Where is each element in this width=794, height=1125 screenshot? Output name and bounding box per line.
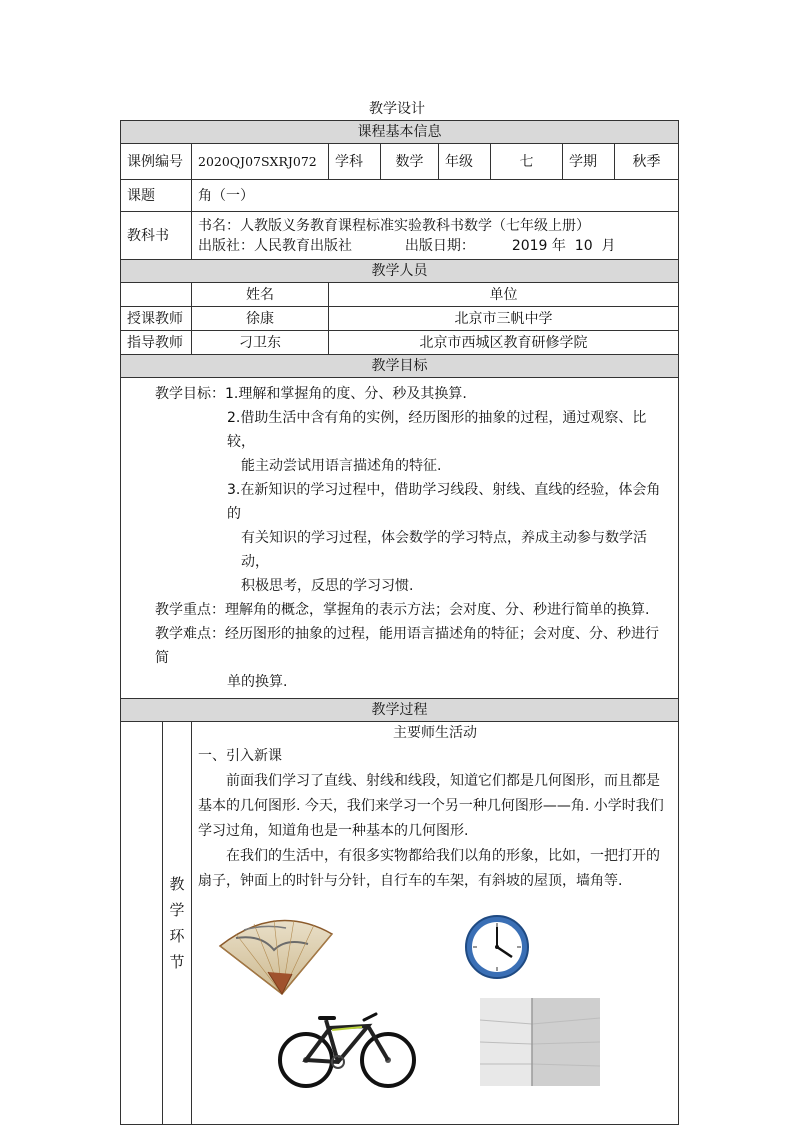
key-point: 理解角的概念，掌握角的表示方法；会对度、分、秒进行简单的换算.	[225, 602, 650, 618]
bicycle-image	[276, 1002, 420, 1094]
difficult-point-label: 教学难点：	[155, 626, 225, 642]
activity-header: 主要师生活动	[393, 725, 478, 741]
publisher: 出版社：人民教育出版社	[198, 237, 352, 254]
process-side-label: 教 学 环 节	[163, 722, 192, 1125]
activity-cell	[192, 722, 679, 1125]
teacher-role: 授课教师	[121, 307, 192, 331]
section-goals: 教学目标	[121, 355, 679, 378]
textbook-label: 教科书	[121, 212, 192, 260]
mentor-name: 刁卫东	[192, 331, 329, 355]
section-basic-info: 课程基本信息	[121, 121, 679, 144]
unit-header: 单位	[329, 283, 679, 307]
grade-label: 年级	[439, 144, 491, 180]
textbook-title: 书名：人教版义务教育课程标准实验教科书数学（七年级上册）	[198, 217, 590, 234]
clock-image	[464, 914, 530, 980]
topic-value: 角（一）	[192, 180, 679, 212]
section-heading: 一、引入新课	[198, 748, 282, 764]
paragraph-1: 前面我们学习了直线、射线和线段，知道它们都是几何图形，而且都是基本的几何图形. 今天，我们来学习一个另一种几何图形——角. 小学时我们学习过角，知道角也是一种基本的几何图形.	[198, 773, 664, 839]
picture-area	[198, 894, 672, 1124]
difficult-point-cont: 单的换算.	[227, 674, 288, 690]
code-label: 课例编号	[121, 144, 192, 180]
topic-label: 课题	[121, 180, 192, 212]
document-title: 教学设计	[369, 101, 425, 117]
difficult-point: 经历图形的抽象的过程，能用语言描述角的特征；会对度、分、秒进行简	[155, 626, 659, 666]
teacher-name: 徐康	[192, 307, 329, 331]
teacher-unit: 北京市三帆中学	[329, 307, 679, 331]
goal-3-cont-1: 有关知识的学习过程，体会数学的学习特点，养成主动参与数学活动，	[241, 530, 647, 570]
fan-image	[216, 916, 336, 996]
subject-value: 数学	[381, 144, 439, 180]
mentor-unit: 北京市西城区教育研修学院	[329, 331, 679, 355]
term-label: 学期	[563, 144, 615, 180]
key-point-label: 教学重点：	[155, 602, 225, 618]
section-staff: 教学人员	[121, 260, 679, 283]
publish-date: 2019 年 10 月	[511, 237, 616, 254]
wall-corner-image	[480, 998, 600, 1086]
goal-3-cont-2: 积极思考，反思的学习习惯.	[241, 578, 414, 594]
grade-value: 七	[491, 144, 563, 180]
mentor-role: 指导教师	[121, 331, 192, 355]
paragraph-2: 在我们的生活中，有很多实物都给我们以角的形象，比如，一把打开的扇子，钟面上的时针与分针，自行车的车架，有斜坡的屋顶，墙角等.	[198, 848, 660, 889]
lesson-code: 2020QJ07SXRJ072	[192, 144, 329, 180]
goal-2-cont: 能主动尝试用语言描述角的特征.	[241, 458, 442, 474]
goal-1: 1.理解和掌握角的度、分、秒及其换算.	[225, 386, 467, 402]
publish-date-label: 出版日期：	[404, 237, 475, 254]
name-header: 姓名	[192, 283, 329, 307]
lesson-design-table	[120, 120, 679, 1125]
goals-label: 教学目标：	[155, 386, 225, 402]
goals-block	[121, 378, 679, 699]
goal-3: 3.在新知识的学习过程中，借助学习线段、射线、直线的经验，体会角的	[227, 482, 661, 522]
goal-2: 2.借助生活中含有角的实例，经历图形的抽象的过程，通过观察、比较，	[227, 410, 647, 450]
term-value: 秋季	[615, 144, 679, 180]
section-process: 教学过程	[121, 699, 679, 722]
subject-label: 学科	[329, 144, 381, 180]
